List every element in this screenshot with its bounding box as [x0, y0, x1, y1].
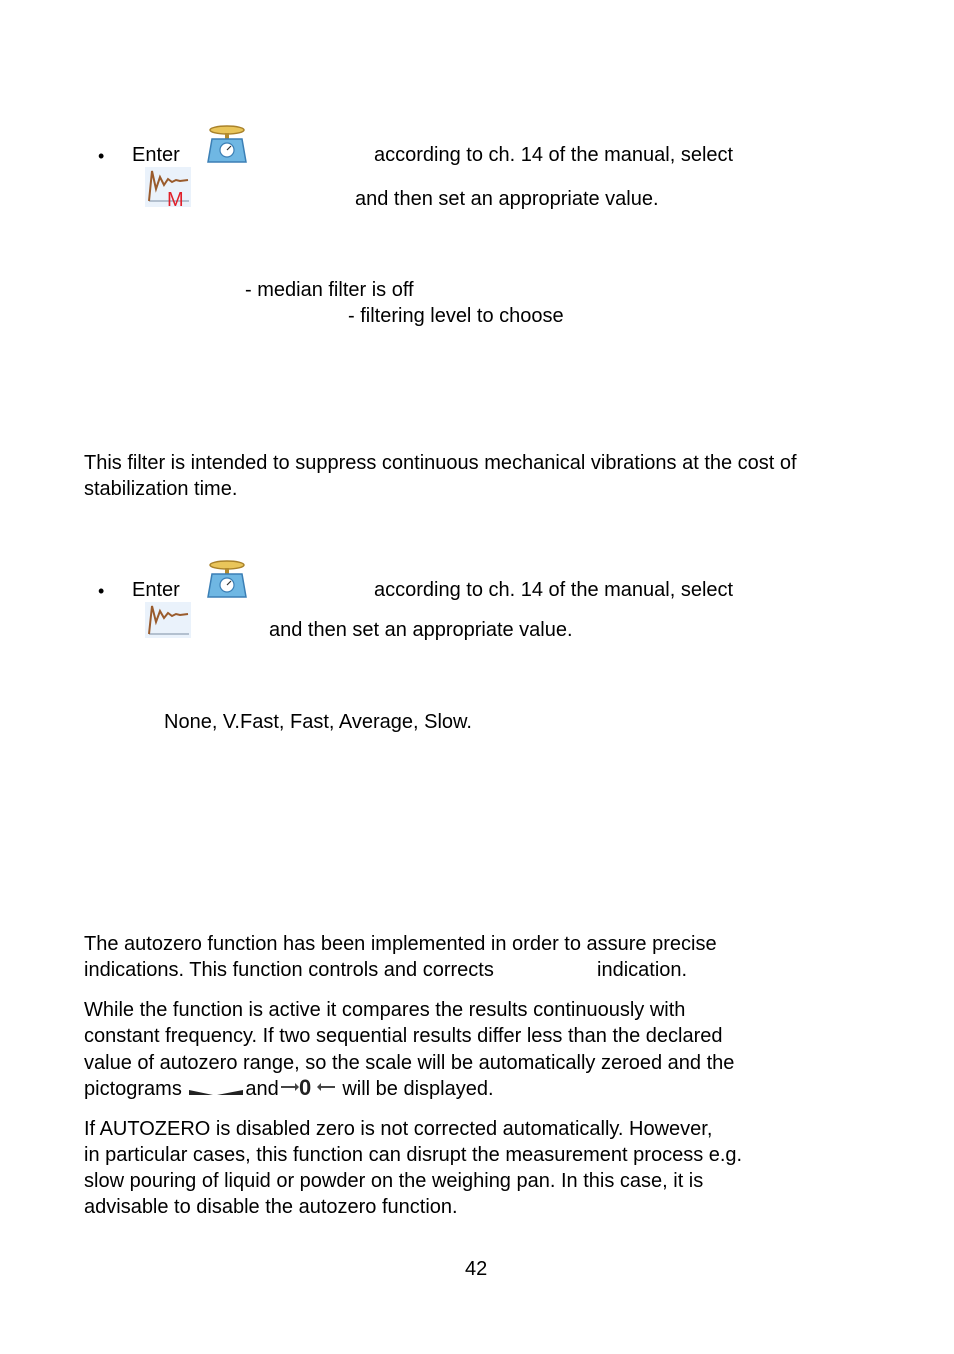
- paragraph-line: The autozero function has been implemented in order to assure precise: [84, 933, 717, 955]
- paragraph-line: slow pouring of liquid or powder on the weighing pan. In this case, it is: [84, 1170, 704, 1192]
- displayed-label: will be displayed.: [342, 1078, 494, 1100]
- bullet-marker: •: [98, 581, 105, 601]
- svg-text:M: M: [167, 189, 184, 207]
- instruction-text: and then set an appropriate value.: [269, 619, 573, 641]
- scale-settings-icon[interactable]: [205, 124, 249, 170]
- median-filter-icon[interactable]: [145, 167, 191, 213]
- paragraph-line: constant frequency. If two sequential results differ less than the declared: [84, 1025, 723, 1047]
- filter-icon[interactable]: [145, 602, 191, 644]
- scale-settings-icon[interactable]: [205, 559, 249, 605]
- enter-label: Enter: [132, 144, 180, 166]
- instruction-text: according to ch. 14 of the manual, select: [374, 579, 734, 601]
- filter-values: None, V.Fast, Fast, Average, Slow.: [164, 711, 472, 733]
- paragraph-line: value of autozero range, so the scale will be automatically zeroed and the: [84, 1052, 735, 1074]
- zero-pictogram-icon: [279, 1076, 337, 1098]
- paragraph-line: indication.: [597, 959, 688, 981]
- pictograms-label: pictograms: [84, 1078, 182, 1100]
- option-description: - filtering level to choose: [348, 305, 564, 327]
- paragraph-line: If AUTOZERO is disabled zero is not corrected automatically. However,: [84, 1118, 713, 1140]
- instruction-text: and then set an appropriate value.: [355, 188, 659, 210]
- page-number: 42: [465, 1258, 488, 1280]
- paragraph-line: in particular cases, this function can disrupt the measurement process e.g.: [84, 1144, 743, 1166]
- paragraph-line: advisable to disable the autozero function.: [84, 1196, 458, 1218]
- option-description: - median filter is off: [245, 279, 414, 301]
- bullet-marker: •: [98, 146, 105, 166]
- paragraph-line: indications. This function controls and corrects: [84, 959, 494, 981]
- paragraph: This filter is intended to suppress continuous mechanical vibrations at the cost of stabilization time.: [84, 452, 797, 500]
- paragraph-line: [84, 1076, 494, 1102]
- and-label: and: [245, 1078, 279, 1100]
- svg-text:0: 0: [298, 1076, 311, 1098]
- stability-pictogram-icon: [187, 1084, 245, 1098]
- instruction-text: according to ch. 14 of the manual, select: [374, 144, 734, 166]
- enter-label: Enter: [132, 579, 180, 601]
- paragraph-line: While the function is active it compares the results continuously with: [84, 999, 686, 1021]
